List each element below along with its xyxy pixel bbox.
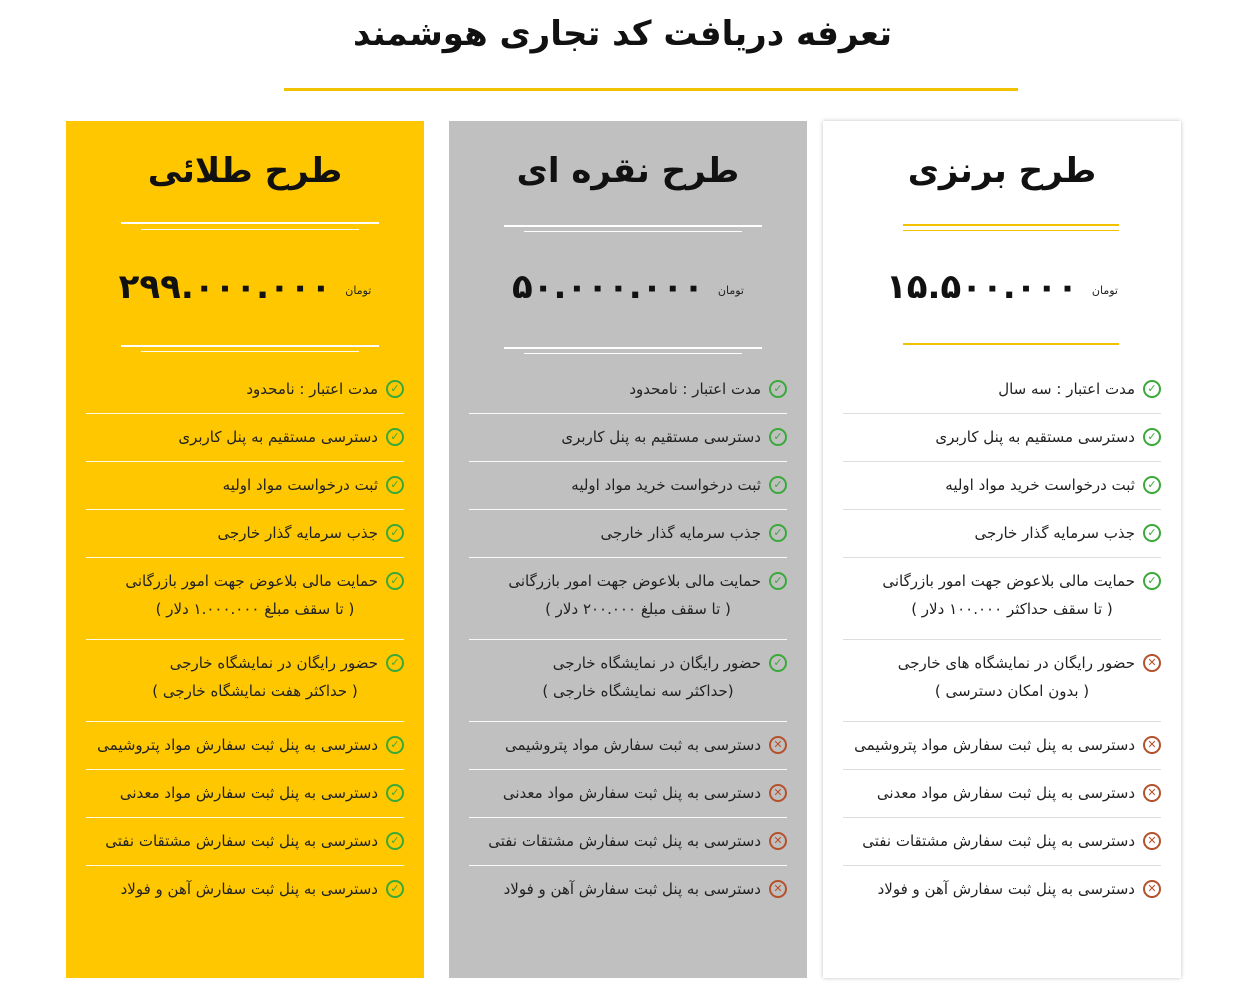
feature-text: دسترسی به پنل ثبت سفارش آهن و فولاد [120, 880, 378, 898]
feature-subtext: ( حداکثر هفت نمایشگاه خارجی ) [152, 682, 358, 700]
feature-list [823, 366, 1181, 914]
check-circle-icon: ✓ [1143, 428, 1161, 446]
feature-line [469, 520, 787, 546]
feature-line [843, 424, 1161, 450]
feature-line [86, 650, 404, 676]
plan-price: ۲۹۹.۰۰۰.۰۰۰ [118, 267, 332, 307]
feature-line [86, 472, 404, 498]
feature-text: مدت اعتبار : سه سال [998, 380, 1135, 398]
x-circle-icon: ✕ [1143, 832, 1161, 850]
feature-line [469, 828, 787, 854]
feature-line [843, 650, 1161, 676]
feature-line [86, 780, 404, 806]
feature-subtext: ( تا سقف حداکثر ۱۰۰.۰۰۰ دلار ) [911, 600, 1113, 618]
feature-item [86, 366, 404, 414]
check-circle-icon: ✓ [386, 880, 404, 898]
feature-item [86, 558, 404, 640]
price-row [823, 267, 1181, 307]
feature-text: مدت اعتبار : نامحدود [246, 380, 378, 398]
plan-name: طرح برنزی [907, 151, 1097, 191]
divider [504, 347, 762, 349]
divider [903, 224, 1119, 226]
currency-label: تومان [717, 283, 744, 297]
check-circle-icon: ✓ [386, 380, 404, 398]
feature-line [469, 876, 787, 902]
divider [903, 230, 1119, 231]
feature-line [843, 780, 1161, 806]
feature-item [843, 510, 1161, 558]
feature-text: ثبت درخواست مواد اولیه [222, 476, 378, 494]
feature-text: دسترسی مستقیم به پنل کاربری [935, 428, 1135, 446]
feature-text: دسترسی مستقیم به پنل کاربری [178, 428, 378, 446]
feature-item [469, 558, 787, 640]
check-circle-icon: ✓ [769, 654, 787, 672]
feature-line [86, 568, 404, 594]
feature-text: جذب سرمایه گذار خارجی [974, 524, 1135, 542]
feature-text: جذب سرمایه گذار خارجی [217, 524, 378, 542]
feature-line [843, 472, 1161, 498]
feature-text: دسترسی به پنل ثبت سفارش مواد معدنی [876, 784, 1135, 802]
feature-line [469, 780, 787, 806]
feature-item [86, 462, 404, 510]
check-circle-icon: ✓ [386, 476, 404, 494]
feature-line [469, 376, 787, 402]
feature-line [86, 828, 404, 854]
feature-line [86, 876, 404, 902]
currency-label: تومان [345, 283, 372, 297]
price-row [449, 267, 807, 307]
feature-line [86, 424, 404, 450]
feature-line [469, 424, 787, 450]
feature-line [843, 828, 1161, 854]
divider [121, 222, 379, 224]
feature-line [843, 568, 1161, 594]
plan-card-gold [66, 121, 424, 978]
feature-item [86, 722, 404, 770]
feature-text: ثبت درخواست خرید مواد اولیه [571, 476, 761, 494]
currency-label: تومان [1091, 283, 1118, 297]
check-circle-icon: ✓ [769, 428, 787, 446]
feature-text: دسترسی به پنل ثبت سفارش مواد پتروشیمی [854, 736, 1135, 754]
check-circle-icon: ✓ [386, 832, 404, 850]
divider [903, 343, 1119, 345]
feature-list [449, 366, 807, 914]
feature-item [469, 462, 787, 510]
feature-line [469, 650, 787, 676]
page-title: تعرفه دریافت کد تجاری هوشمند [353, 14, 892, 54]
feature-line [843, 876, 1161, 902]
feature-text: حضور رایگان در نمایشگاه خارجی [552, 654, 761, 672]
check-circle-icon: ✓ [769, 476, 787, 494]
check-circle-icon: ✓ [1143, 524, 1161, 542]
divider [504, 225, 762, 227]
x-circle-icon: ✕ [1143, 736, 1161, 754]
feature-item [843, 414, 1161, 462]
feature-line [469, 732, 787, 758]
feature-item [843, 866, 1161, 914]
feature-text: جذب سرمایه گذار خارجی [600, 524, 761, 542]
feature-text: حمایت مالی بلاعوض جهت امور بازرگانی [125, 572, 378, 590]
divider [141, 351, 359, 352]
divider [524, 231, 742, 232]
check-circle-icon: ✓ [1143, 380, 1161, 398]
feature-item [86, 510, 404, 558]
feature-text: مدت اعتبار : نامحدود [629, 380, 761, 398]
feature-line [86, 732, 404, 758]
feature-text: دسترسی به پنل ثبت سفارش آهن و فولاد [877, 880, 1135, 898]
feature-item [469, 640, 787, 722]
check-circle-icon: ✓ [386, 654, 404, 672]
feature-subtext: ( بدون امکان دسترسی ) [934, 682, 1090, 700]
plan-card-silver [449, 121, 807, 978]
title-underline [284, 88, 1018, 91]
feature-item [469, 414, 787, 462]
x-circle-icon: ✕ [1143, 654, 1161, 672]
feature-item [843, 770, 1161, 818]
check-circle-icon: ✓ [769, 380, 787, 398]
feature-line [843, 732, 1161, 758]
feature-text: ثبت درخواست خرید مواد اولیه [945, 476, 1135, 494]
x-circle-icon: ✕ [769, 832, 787, 850]
feature-line [86, 520, 404, 546]
feature-item [469, 770, 787, 818]
feature-item [469, 866, 787, 914]
plan-name: طرح طلائی [147, 151, 343, 191]
check-circle-icon: ✓ [386, 784, 404, 802]
feature-line [843, 520, 1161, 546]
check-circle-icon: ✓ [1143, 476, 1161, 494]
feature-line [469, 472, 787, 498]
divider [524, 353, 742, 354]
feature-item [843, 462, 1161, 510]
feature-item [843, 366, 1161, 414]
feature-text: دسترسی به پنل ثبت سفارش آهن و فولاد [503, 880, 761, 898]
x-circle-icon: ✕ [769, 736, 787, 754]
feature-item [469, 722, 787, 770]
feature-text: دسترسی به پنل ثبت سفارش مشتقات نفتی [488, 832, 761, 850]
feature-item [843, 722, 1161, 770]
plan-card-bronze [823, 121, 1181, 978]
divider [121, 345, 379, 347]
feature-text: حضور رایگان در نمایشگاه های خارجی [897, 654, 1135, 672]
feature-subtext: ( تا سقف مبلغ ۱.۰۰۰.۰۰۰ دلار ) [155, 600, 355, 618]
feature-line [469, 568, 787, 594]
feature-item [469, 818, 787, 866]
feature-text: دسترسی به پنل ثبت سفارش مشتقات نفتی [862, 832, 1135, 850]
check-circle-icon: ✓ [386, 572, 404, 590]
feature-item [86, 818, 404, 866]
feature-text: دسترسی به پنل ثبت سفارش مواد معدنی [119, 784, 378, 802]
feature-item [843, 558, 1161, 640]
divider [141, 229, 359, 230]
feature-text: دسترسی به پنل ثبت سفارش مواد معدنی [502, 784, 761, 802]
feature-item [843, 640, 1161, 722]
feature-subtext: (حداکثر سه نمایشگاه خارجی ) [542, 682, 734, 700]
feature-text: دسترسی مستقیم به پنل کاربری [561, 428, 761, 446]
feature-item [469, 510, 787, 558]
feature-text: حمایت مالی بلاعوض جهت امور بازرگانی [508, 572, 761, 590]
feature-item [86, 866, 404, 914]
plan-price: ۱۵.۵۰۰.۰۰۰ [886, 267, 1078, 307]
check-circle-icon: ✓ [386, 736, 404, 754]
x-circle-icon: ✕ [769, 784, 787, 802]
feature-line [86, 376, 404, 402]
feature-item [86, 770, 404, 818]
feature-subtext: ( تا سقف مبلغ ۲۰۰.۰۰۰ دلار ) [545, 600, 731, 618]
check-circle-icon: ✓ [1143, 572, 1161, 590]
check-circle-icon: ✓ [769, 572, 787, 590]
plan-name: طرح نقره ای [516, 151, 740, 191]
x-circle-icon: ✕ [1143, 880, 1161, 898]
feature-item [843, 818, 1161, 866]
feature-text: حمایت مالی بلاعوض جهت امور بازرگانی [882, 572, 1135, 590]
feature-text: دسترسی به پنل ثبت سفارش مشتقات نفتی [105, 832, 378, 850]
feature-text: حضور رایگان در نمایشگاه خارجی [169, 654, 378, 672]
feature-list [66, 366, 424, 914]
check-circle-icon: ✓ [769, 524, 787, 542]
feature-text: دسترسی به ثبت سفارش مواد پتروشیمی [504, 736, 761, 754]
feature-item [86, 414, 404, 462]
feature-item [86, 640, 404, 722]
check-circle-icon: ✓ [386, 428, 404, 446]
feature-item [469, 366, 787, 414]
x-circle-icon: ✕ [1143, 784, 1161, 802]
feature-text: دسترسی به پنل ثبت سفارش مواد پتروشیمی [97, 736, 378, 754]
x-circle-icon: ✕ [769, 880, 787, 898]
price-row [66, 267, 424, 307]
feature-line [843, 376, 1161, 402]
plan-price: ۵۰.۰۰۰.۰۰۰ [512, 267, 704, 307]
check-circle-icon: ✓ [386, 524, 404, 542]
